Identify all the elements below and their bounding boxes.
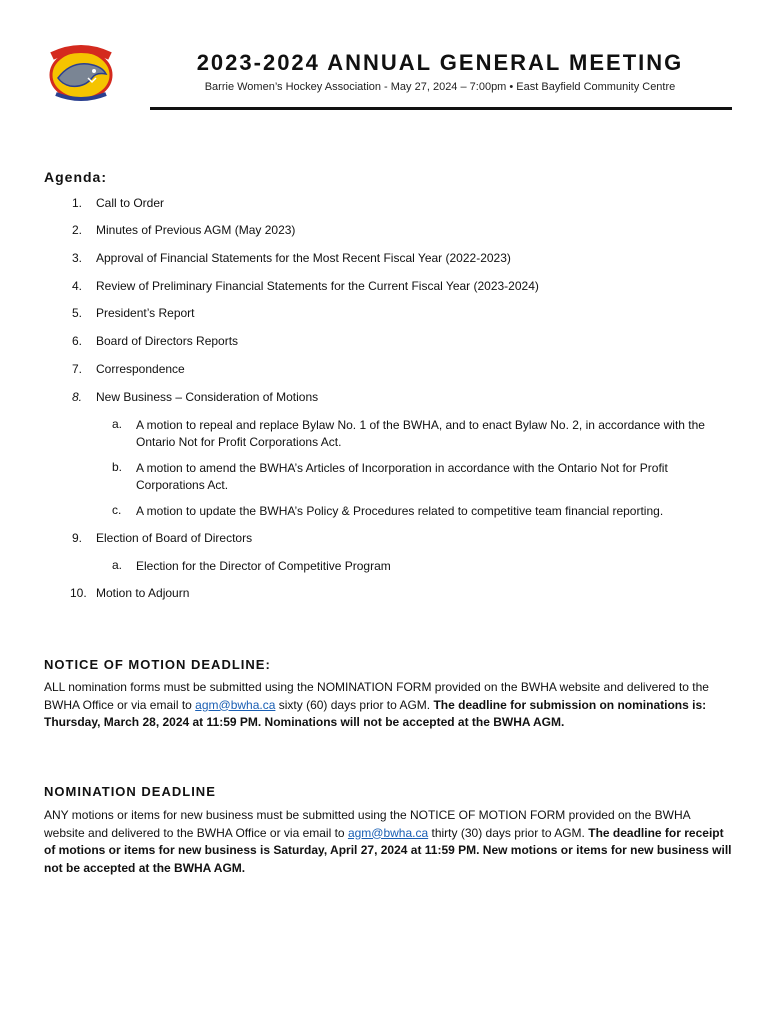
agenda-item-text: Motion to Adjourn: [96, 586, 190, 600]
bwha-logo: [48, 44, 114, 102]
agenda-subitem-text: Election for the Director of Competitive Program: [136, 559, 391, 573]
nomination-deadline: The deadline for receipt of motions or items for new business is Saturday, April 27, 2024 at 11:59 PM. New motions or items for new business will not be accepted at the BWHA AGM.: [44, 825, 732, 875]
agenda-heading: Agenda:: [44, 169, 107, 185]
agenda-item-number: 5.: [72, 306, 83, 320]
agenda-item-text: Election of Board of Directors: [96, 531, 253, 545]
agenda-subitem-letter: b.: [112, 460, 123, 474]
agenda-item-number: 1.: [72, 196, 83, 210]
agenda-item-text: President’s Report: [96, 306, 195, 320]
email-link[interactable]: agm@bwha.ca: [347, 825, 429, 840]
nomination-deadline-heading: NOMINATION DEADLINE: [44, 784, 216, 799]
agenda-item-number: 2.: [72, 223, 83, 237]
nomination-body: ANY motions or items for new business must be submitted using the NOTICE OF MOTION FORM provided on the BWHA website and delivered to the BWHA Office or via email to: [44, 808, 691, 840]
agenda-subitem-text: A motion to amend the BWHA’s Articles of Incorporation in accordance with the Ontario Not for Profit Corporations Act.: [136, 461, 668, 492]
agenda-subitem-text: A motion to update the BWHA’s Policy & Procedures related to competitive team financial reporting.: [136, 504, 664, 518]
notice-of-motion-deadline: The deadline for submission on nominations is: Thursday, March 28, 2024 at 11:59 PM. Nominations will not be accepted at the BWHA AGM.: [44, 697, 707, 729]
header-divider: [150, 107, 732, 110]
notice-of-motion-body-cont: sixty (60) days prior to AGM.: [275, 697, 434, 712]
email-link[interactable]: agm@bwha.ca: [195, 697, 276, 712]
agenda-item-text: Review of Preliminary Financial Statements for the Current Fiscal Year (2023-2024): [96, 279, 539, 293]
agenda-item-number: 6.: [72, 334, 83, 348]
notice-of-motion-text: [44, 679, 734, 732]
page-title: 2023-2024 ANNUAL GENERAL MEETING: [196, 50, 684, 75]
page-subtitle: Barrie Women’s Hockey Association - May 27, 2024 – 7:00pm • East Bayfield Community Centre: [204, 81, 676, 93]
agenda-item-text: Board of Directors Reports: [96, 334, 239, 348]
agenda-subitem-text: A motion to repeal and replace Bylaw No. 1 of the BWHA, and to enact Bylaw No. 2, in accordance with the Ontario Not for Profit Corporations Act.: [136, 418, 705, 449]
agenda-item-number: 4.: [72, 279, 83, 293]
agenda-item-text: Minutes of Previous AGM (May 2023): [96, 223, 296, 237]
agenda-subitem-letter: c.: [112, 503, 122, 517]
agenda-item-number: 3.: [72, 251, 83, 265]
agenda-item-text: Correspondence: [96, 362, 185, 376]
agenda-subitem-letter: a.: [112, 558, 123, 572]
notice-of-motion-heading: NOTICE OF MOTION DEADLINE:: [44, 657, 271, 672]
agenda-item-text: Call to Order: [96, 196, 165, 210]
agenda-item-number: 7.: [72, 362, 83, 376]
agenda-subitem-letter: a.: [112, 417, 123, 431]
agenda-item-number: 9.: [72, 531, 83, 545]
agenda-item-text: Approval of Financial Statements for the Most Recent Fiscal Year (2022-2023): [96, 251, 511, 265]
agenda-item-number: 10.: [70, 586, 87, 600]
agenda-item-text: New Business – Consideration of Motions: [96, 390, 319, 404]
nomination-body-cont: thirty (30) days prior to AGM.: [428, 825, 589, 840]
notice-of-motion-body: ALL nomination forms must be submitted using the NOMINATION FORM provided on the BWHA website and delivered to the BWHA Office or via email to: [44, 680, 709, 712]
nomination-text: [44, 807, 734, 877]
agenda-item-number: 8.: [72, 390, 83, 404]
